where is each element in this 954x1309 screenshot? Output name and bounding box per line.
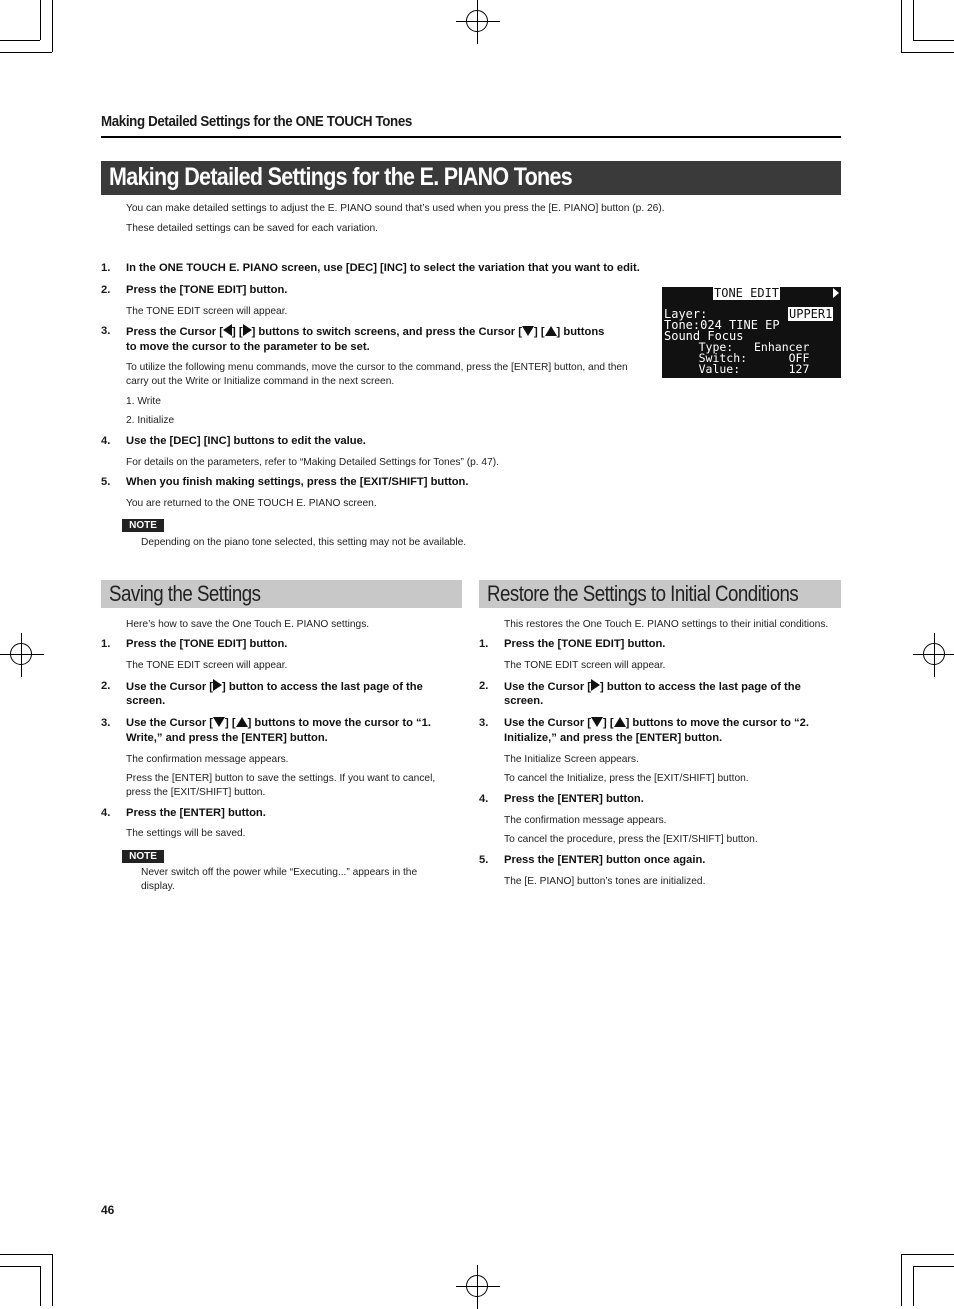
- subsection-heading: [101, 580, 462, 608]
- cursor-up-icon: [236, 717, 248, 727]
- cursor-down-icon: [591, 717, 603, 727]
- step-number: 1.: [101, 262, 111, 274]
- lcd-layer-label: Layer:: [664, 307, 708, 321]
- lcd-layer-value: UPPER1: [789, 307, 833, 321]
- step-sub: For details on the parameters, refer to “Making Detailed Settings for Tones” (p. 47).: [126, 457, 499, 468]
- intro: This restores the One Touch E. PIANO settings to their initial conditions.: [504, 619, 829, 630]
- step-text: Use the Cursor [ ] button to access the last page of the: [504, 681, 801, 693]
- step-text: Press the [ENTER] button.: [126, 807, 266, 819]
- header-rule: [101, 136, 841, 138]
- cursor-up-icon: [614, 717, 626, 727]
- step-sub: The TONE EDIT screen will appear.: [126, 306, 288, 317]
- lcd-title: TONE EDIT: [714, 286, 780, 300]
- step-text: Use the [DEC] [INC] buttons to edit the value.: [126, 435, 366, 447]
- note-badge: NOTE: [122, 850, 164, 863]
- cursor-down-icon: [522, 326, 534, 336]
- step-text: In the ONE TOUCH E. PIANO screen, use [DEC] [INC] to select the variation that you want to edit.: [126, 262, 640, 274]
- section-title: Making Detailed Settings for the E. PIANO Tones: [109, 163, 573, 191]
- step-number: 1.: [479, 638, 489, 650]
- step-text-cont: Write,” and press the [ENTER] button.: [126, 732, 328, 744]
- lcd-line: Switch: OFF: [664, 351, 810, 365]
- step-text: Use the Cursor [ ] [ ] buttons to move the cursor to “2.: [504, 717, 809, 729]
- cursor-right-icon: [243, 324, 252, 336]
- step-sub: You are returned to the ONE TOUCH E. PIANO screen.: [126, 498, 377, 509]
- lcd-line: Tone:024 TINE EP: [664, 318, 780, 332]
- intro-line-1: You can make detailed settings to adjust the E. PIANO sound that’s used when you press the [E. PIANO] button (p. 26).: [126, 203, 665, 214]
- page-number: 46: [101, 1203, 115, 1217]
- step-text: Press the [ENTER] button.: [504, 793, 644, 805]
- subsection-title: Saving the Settings: [109, 581, 261, 606]
- step-sub: To utilize the following menu commands, move the cursor to the command, press the [ENTER] button, and then carry out the Write or Initialize command in the next screen.: [126, 362, 628, 387]
- step-number: 1.: [101, 638, 111, 650]
- step-sub: To cancel the procedure, press the [EXIT/SHIFT] button.: [504, 834, 758, 845]
- lcd-line: Value: 127: [664, 362, 810, 376]
- step-sub: The TONE EDIT screen will appear.: [504, 660, 666, 671]
- step-text-cont: to move the cursor to the parameter to be set.: [126, 341, 370, 353]
- note-badge: NOTE: [122, 519, 164, 532]
- step-text-cont: screen.: [126, 695, 166, 707]
- page-right-icon: [833, 288, 839, 298]
- step-sub: The confirmation message appears.: [504, 815, 667, 826]
- step-text: Press the [ENTER] button once again.: [504, 854, 706, 866]
- step-number: 2.: [101, 680, 111, 692]
- subsection-heading: [479, 580, 841, 608]
- step-text: Use the Cursor [ ] [ ] buttons to move the cursor to “1.: [126, 717, 431, 729]
- step-text: Use the Cursor [ ] button to access the last page of the: [126, 681, 423, 693]
- step-number: 3.: [479, 717, 489, 729]
- step-text: When you finish making settings, press the [EXIT/SHIFT] button.: [126, 476, 469, 488]
- note-text: Depending on the piano tone selected, this setting may not be available.: [141, 537, 467, 548]
- step-sub: The Initialize Screen appears.: [504, 754, 639, 765]
- list-item: 2. Initialize: [126, 415, 175, 426]
- step-text: Press the [TONE EDIT] button.: [126, 284, 288, 296]
- cursor-right-icon: [213, 679, 222, 691]
- list-item: 1. Write: [126, 396, 161, 407]
- lcd-line: Sound Focus: [664, 329, 744, 343]
- step-sub: Press the [ENTER] button to save the settings. If you want to cancel, press the [EXIT/SHIFT] button.: [126, 773, 436, 798]
- step-sub: The [E. PIANO] button’s tones are initialized.: [504, 876, 706, 887]
- step-sub: To cancel the Initialize, press the [EXIT/SHIFT] button.: [504, 773, 749, 784]
- intro-line-2: These detailed settings can be saved for each variation.: [126, 223, 379, 234]
- step-sub: The settings will be saved.: [126, 828, 246, 839]
- step-number: 2.: [101, 284, 111, 296]
- step-number: 5.: [101, 476, 111, 488]
- cursor-down-icon: [213, 717, 225, 727]
- cursor-left-icon: [223, 324, 232, 336]
- step-sub: The confirmation message appears.: [126, 754, 289, 765]
- step-sub: The TONE EDIT screen will appear.: [126, 660, 288, 671]
- subsection-title: Restore the Settings to Initial Conditions: [487, 581, 799, 606]
- cursor-right-icon: [591, 679, 600, 691]
- step-text: Press the [TONE EDIT] button.: [504, 638, 666, 650]
- intro: Here’s how to save the One Touch E. PIANO settings.: [126, 619, 370, 630]
- step-number: 5.: [479, 854, 489, 866]
- step-text: Press the Cursor [ ] [ ] buttons to switch screens, and press the Cursor [ ] [ ] buttons: [126, 326, 605, 338]
- section-heading: [101, 161, 841, 195]
- lcd-screen: [662, 287, 841, 378]
- lcd-line: Type: Enhancer: [664, 340, 810, 354]
- step-number: 2.: [479, 680, 489, 692]
- step-text-cont: Initialize,” and press the [ENTER] button.: [504, 732, 723, 744]
- running-head: Making Detailed Settings for the ONE TOUCH Tones: [101, 114, 412, 130]
- note-text: Never switch off the power while “Executing...” appears in the display.: [141, 867, 418, 892]
- step-number: 4.: [101, 807, 111, 819]
- cursor-up-icon: [545, 326, 557, 336]
- step-number: 4.: [101, 435, 111, 447]
- step-text-cont: screen.: [504, 695, 544, 707]
- step-number: 3.: [101, 325, 111, 337]
- step-number: 4.: [479, 793, 489, 805]
- step-number: 3.: [101, 717, 111, 729]
- step-text: Press the [TONE EDIT] button.: [126, 638, 288, 650]
